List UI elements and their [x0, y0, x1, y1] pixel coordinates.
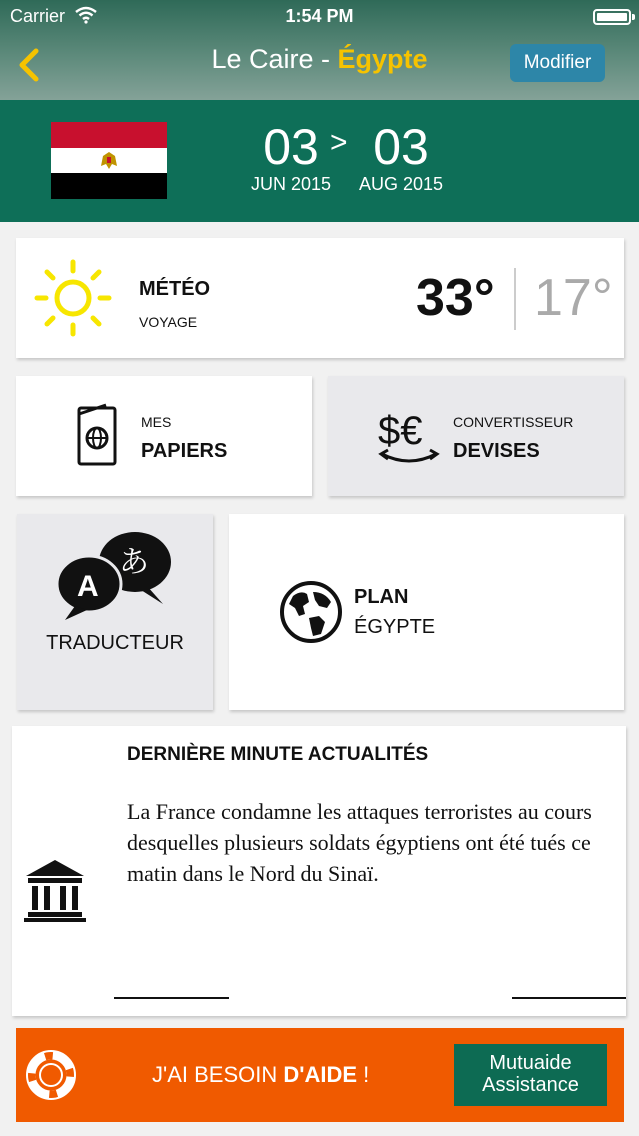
status-time: 1:54 PM — [285, 6, 354, 26]
svg-text:$€: $€ — [378, 409, 423, 453]
currency-exchange-icon — [376, 408, 442, 468]
news-heading: DERNIÈRE MINUTE ACTUALITÉS — [127, 744, 429, 765]
end-day: 03 — [373, 119, 429, 175]
help-label-emphasis: D'AIDE — [283, 1062, 358, 1087]
news-divider-right — [512, 997, 626, 999]
start-month-year: JUN 2015 — [250, 174, 332, 194]
sun-icon — [33, 258, 113, 338]
map-title: PLAN — [354, 586, 409, 608]
translate-bubbles-icon — [55, 528, 175, 620]
weather-subtitle: VOYAGE — [139, 314, 198, 330]
help-button[interactable] — [16, 1028, 624, 1122]
temperature-divider — [514, 268, 516, 330]
egypt-flag-icon — [51, 122, 167, 199]
end-date — [352, 120, 450, 194]
brand-line-1: Mutuaide — [489, 1052, 572, 1074]
map-subtitle: ÉGYPTE — [354, 616, 436, 638]
temperature-low: 17° — [534, 269, 613, 327]
brand-line-2: Assistance — [482, 1074, 579, 1096]
currency-prefix: CONVERTISSEUR — [453, 414, 574, 430]
trip-header — [0, 100, 639, 222]
city-name: Le Caire - — [211, 44, 338, 74]
help-label-prefix: J'AI BESOIN — [152, 1062, 284, 1087]
temperature-high: 33° — [416, 269, 495, 327]
help-label — [152, 1062, 369, 1088]
weather-card[interactable] — [16, 238, 624, 358]
lifebuoy-icon — [26, 1050, 76, 1100]
government-building-icon — [24, 858, 86, 922]
translator-label: TRADUCTEUR — [46, 632, 184, 654]
end-month-year: AUG 2015 — [358, 174, 444, 194]
svg-text:A: A — [77, 570, 99, 603]
mutuaide-logo — [454, 1044, 607, 1106]
papers-prefix: MES — [141, 414, 172, 430]
papers-label: PAPIERS — [141, 440, 228, 462]
start-day: 03 — [263, 119, 319, 175]
svg-text:あ: あ — [119, 545, 149, 580]
translator-tile[interactable] — [17, 514, 213, 710]
globe-icon — [279, 580, 343, 644]
news-divider-left — [114, 997, 229, 999]
news-card[interactable] — [12, 726, 626, 1016]
map-tile[interactable] — [229, 514, 624, 710]
papers-tile[interactable] — [16, 376, 312, 496]
navigation-bar — [0, 0, 639, 100]
country-name: Égypte — [337, 44, 428, 74]
news-body: La France condamne les attaques terroristes au cours desquelles plusieurs soldats égyptiens ont été tués ce matin dans le Nord du Sinaï. — [127, 799, 592, 886]
currency-converter-tile[interactable] — [328, 376, 624, 496]
battery-icon — [593, 9, 631, 25]
carrier-label: Carrier — [10, 6, 66, 26]
date-range-arrow: > — [330, 126, 348, 159]
passport-icon — [76, 402, 118, 470]
currency-label: DEVISES — [453, 440, 540, 462]
start-date — [245, 120, 337, 194]
weather-title: MÉTÉO — [139, 278, 211, 300]
modify-button[interactable]: Modifier — [510, 44, 605, 82]
help-label-suffix: ! — [357, 1062, 370, 1087]
